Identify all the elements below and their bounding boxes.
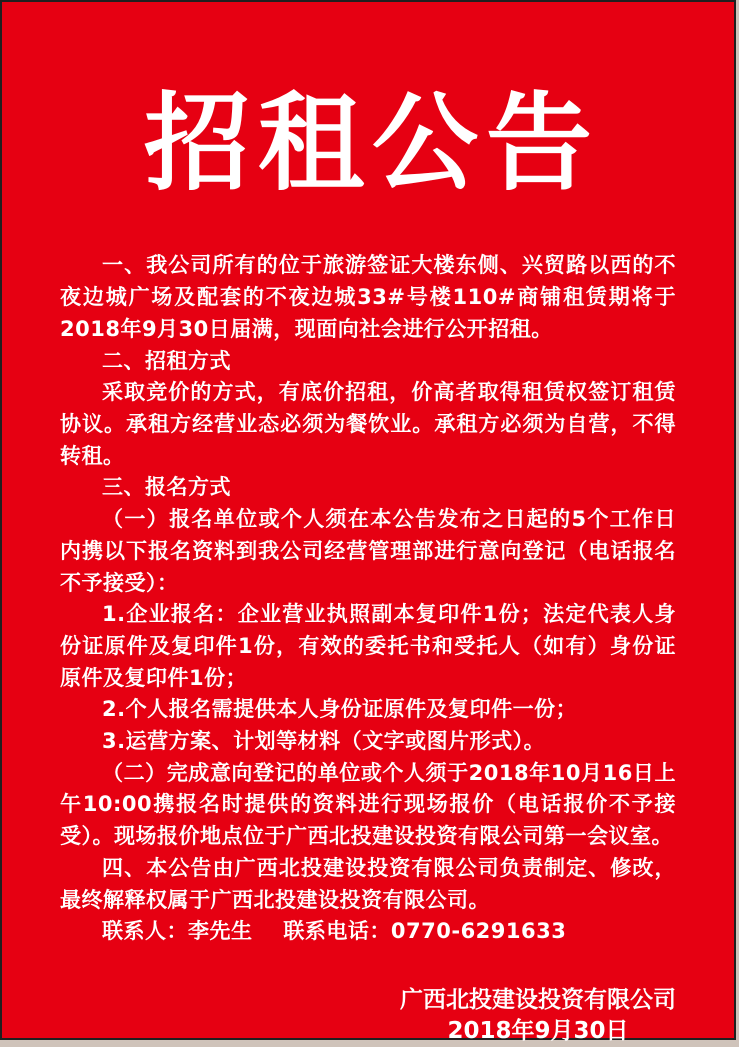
contact-phone-label: 联系电话： (283, 919, 391, 944)
contact-person-name: 李先生 (188, 919, 253, 944)
contact-phone-number: 0770-6291633 (390, 919, 567, 944)
notice-paragraph-8: 四、本公告由广西北投建设投资有限公司负责制定、修改，最终解释权属于广西北投建设投资有限公司。 (60, 855, 676, 912)
signature-date: 2018年9月30日 (447, 1017, 629, 1044)
poster-title: 招租公告 (144, 80, 600, 205)
signature-block (400, 985, 676, 1047)
notice-paragraph-7: （二）完成意向登记的单位或个人须于2018年10月16日上午10:00携报名时提供的资料进行现场报价（电话报价不予接受）。现场报价地点位于广西北投建设投资有限公司第一会议室。 (60, 760, 676, 849)
contact-line (60, 916, 676, 948)
notice-heading-signup-method: 三、报名方式 (102, 475, 231, 500)
notice-heading-rental-method: 二、招租方式 (102, 348, 231, 373)
contact-person-label: 联系人： (102, 919, 188, 944)
notice-paragraph-3: （一）报名单位或个人须在本公告发布之日起的5个工作日内携以下报名资料到我公司经营管理部进行意向登记（电话报名不予接受）： (60, 507, 676, 595)
notice-paragraph-1: 一、我公司所有的位于旅游签证大楼东侧、兴贸路以西的不夜边城广场及配套的不夜边城33#号楼110#商铺租赁期将于2018年9月30日届满，现面向社会进行公开招租。 (60, 253, 676, 341)
signature-company: 广西北投建设投资有限公司 (400, 986, 676, 1013)
notice-paragraph-4: 1.企业报名：企业营业执照副本复印件1份；法定代表人身份证原件及复印件1份，有效的委托书和受托人（如有）身份证原件及复印件1份； (60, 602, 676, 690)
notice-paragraph-2: 采取竞价的方式，有底价招租，价高者取得租赁权签订租赁协议。承租方经营业态必须为餐饮业。承租方必须为自营，不得转租。 (60, 380, 676, 468)
notice-paragraph-6: 3.运营方案、计划等材料（文字或图片形式）。 (102, 729, 546, 754)
notice-body (60, 250, 676, 947)
notice-paragraph-5: 2.个人报名需提供本人身份证原件及复印件一份； (102, 697, 578, 722)
